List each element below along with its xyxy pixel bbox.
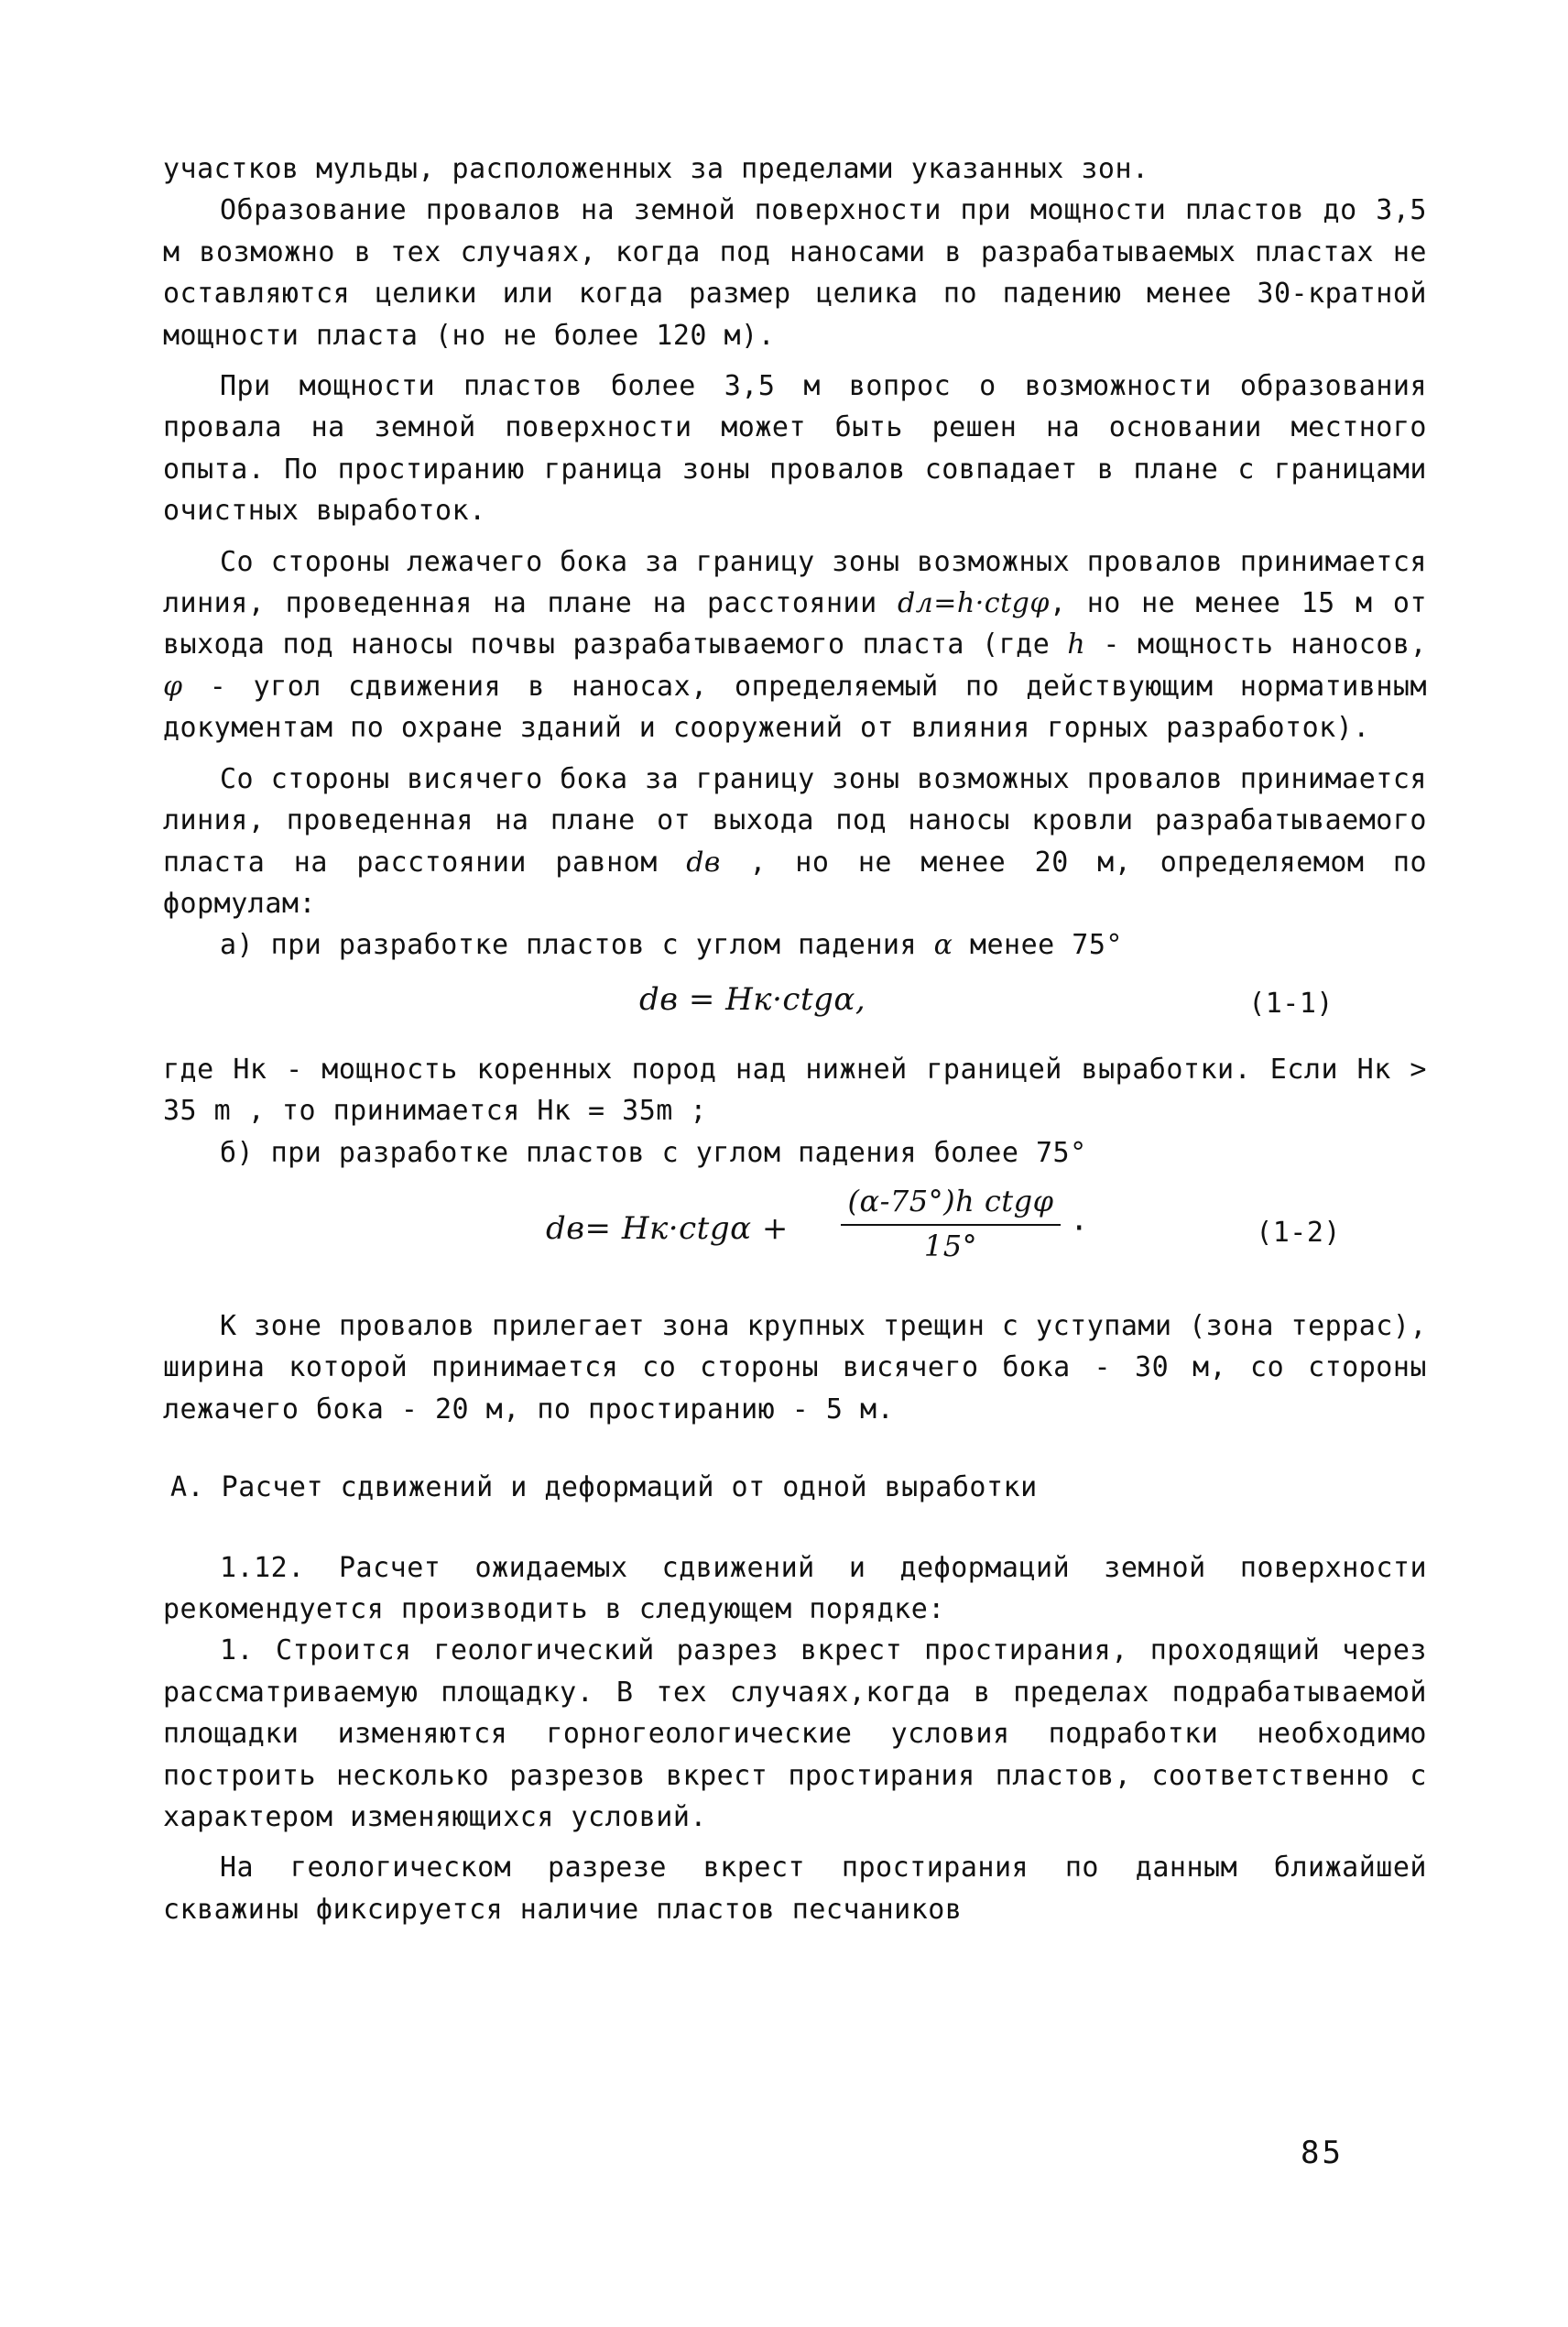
paragraph-5: К зоне провалов прилегает зона крупных трещин с уступами (зона террас), ширина которой принимается со стороны висячего бока - 30 м, со стороны лежачего бока - 20 м, по простиранию - 5 м. — [163, 1309, 1427, 1426]
section-heading: А. Расчет сдвижений и деформаций от одной выработки — [170, 1471, 1038, 1504]
paragraph-0: участков мульды, расположенных за пределами указанных зон. — [163, 153, 1149, 185]
paragraph-6: 1.12. Расчет ожидаемых сдвижений и деформаций земной поверхности рекомендуется производить в следующем порядке: — [163, 1551, 1427, 1625]
paragraph-8: На геологическом разрезе вкрест простирания по данным ближайшей скважины фиксируется наличие пластов песчаников — [163, 1852, 1427, 1926]
formula-1-2: dв= Hк·ctgα + (α-75°)h ctgφ 15° · (1-2) — [163, 1181, 1427, 1289]
list-item-a: а) при разработке пластов с углом падения α менее 75° — [220, 929, 1123, 962]
paragraph-1: Образование провалов на земной поверхности при мощности пластов до 3,5 м возможно в тех случаях, когда под наносами в разрабатываемых пластах не оставляются целики или когда размер целика по падению менее 30-кратной мощности пласта (но не более 120 м). — [163, 194, 1427, 352]
formula-dl: dл=h·ctgφ — [897, 587, 1050, 620]
body-text — [163, 148, 1427, 1930]
page-number: 85 — [1301, 2135, 1344, 2171]
paragraph-4: Со стороны висячего бока за границу зоны возможных провалов принимается линия, проведенная на плане от выхода под наносы кровли разрабатываемого пласта на расстоянии равном dв , но не менее 20 м, определяемом по формулам: — [163, 762, 1428, 920]
formula-fraction: (α-75°)h ctgφ 15° — [841, 1181, 1061, 1268]
paragraph-3: Со стороны лежачего бока за границу зоны возможных провалов принимается линия, проведенная на плане на расстоянии dл=h·ctgφ, но не менее 15 м от выхода под наносы почвы разрабатываемого пласта (где h - мощность наносов, φ - угол сдвижения в наносах, определяемый по действующим нормативным документам по охране зданий и сооружений от влияния горных разработок). — [163, 545, 1428, 745]
list-item-b: б) при разработке пластов с углом падения более 75° — [220, 1136, 1087, 1169]
paragraph-7: 1. Строится геологический разрез вкрест простирания, проходящий через рассматриваемую площадку. В тех случаях,когда в пределах подрабатываемой площадки изменяются горногеологические условия подработки необходимо построить несколько разрезов вкрест простирания пластов, соответственно с характером изменяющихся условий. — [163, 1634, 1427, 1833]
paragraph-2: При мощности пластов более 3,5 м вопрос о возможности образования провала на земной поверхности может быть решен на основании местного опыта. По простиранию граница зоны провалов совпадает в плане с границами очистных выработок. — [163, 370, 1427, 528]
formula-1-1: dв = Hк·ctgα, (1-1) — [639, 980, 1334, 1020]
formula-explanation: где Hк - мощность коренных пород над нижней границей выработки. Если Hк > 35 m , то принимается Hк = 35m ; — [163, 1053, 1427, 1128]
